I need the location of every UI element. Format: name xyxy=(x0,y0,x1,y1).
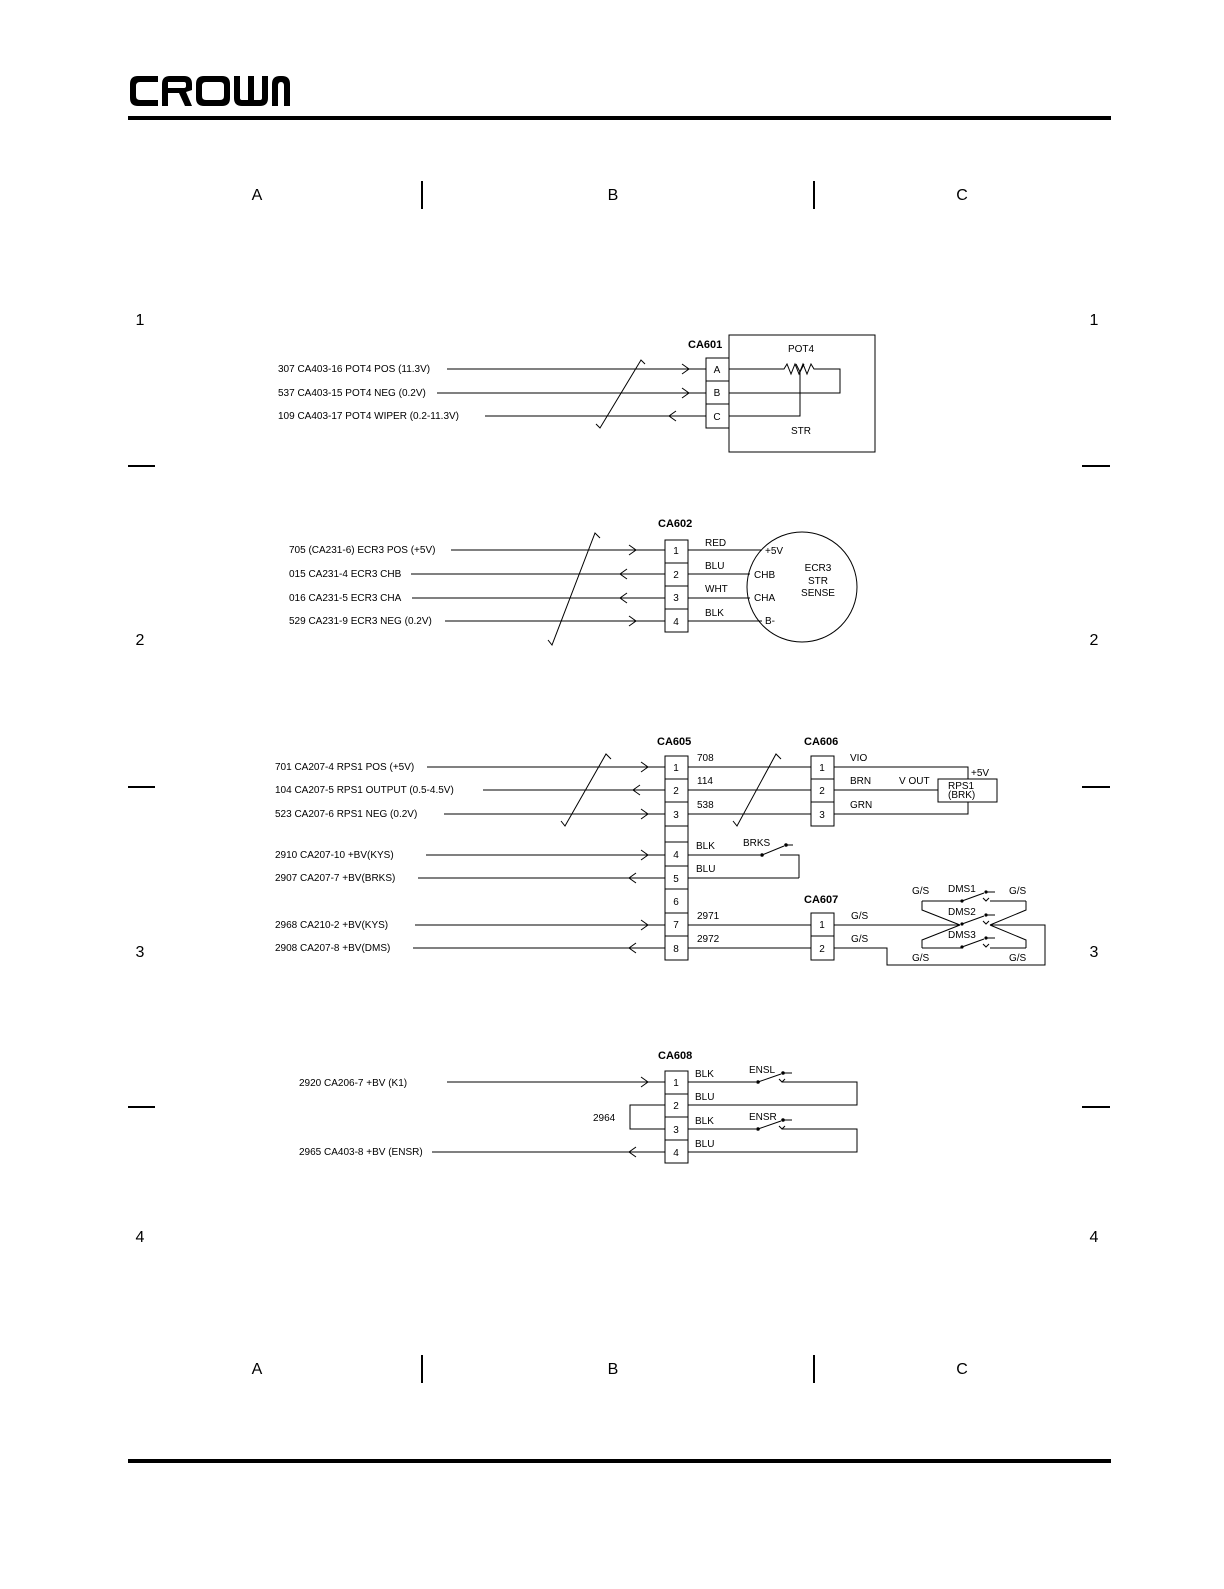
ca608-wire-label: 2965 CA403-8 +BV (ENSR) xyxy=(299,1147,423,1158)
ca606-pin: 2 xyxy=(819,786,825,797)
ca602-wire-label: 529 CA231-9 ECR3 NEG (0.2V) xyxy=(289,616,432,627)
ca607-title: CA607 xyxy=(804,894,839,906)
ca602-block xyxy=(289,518,857,645)
ecr3-label: SENSE xyxy=(801,588,835,599)
ecr3-sensor xyxy=(747,532,857,642)
gs-label: G/S xyxy=(912,886,930,897)
grid-row-3-right: 3 xyxy=(1089,944,1099,961)
ca602-pin: 3 xyxy=(673,593,679,604)
ca601-wire-label: 109 CA403-17 POT4 WIPER (0.2-11.3V) xyxy=(278,411,460,422)
ca608-title: CA608 xyxy=(658,1050,693,1062)
grid-col-a-bottom: A xyxy=(251,1361,263,1378)
ca605-pin: 1 xyxy=(673,763,679,774)
ca602-color: BLU xyxy=(705,561,725,572)
ca605-mid-wire: 538 xyxy=(697,800,714,811)
ca606-color: VIO xyxy=(850,753,868,764)
ca602-pin: 2 xyxy=(673,570,679,581)
grid-col-b-top: B xyxy=(607,187,619,204)
ca608-color: BLU xyxy=(695,1092,715,1103)
brks-color: BLK xyxy=(696,841,715,852)
ca608-color: BLU xyxy=(695,1139,715,1150)
ca605-block xyxy=(275,736,811,960)
ca607-pin: 2 xyxy=(819,944,825,955)
ca605-wire-label: 104 CA207-5 RPS1 OUTPUT (0.5-4.5V) xyxy=(275,785,454,796)
ecr3-terminal: CHB xyxy=(754,570,776,581)
ca602-pin: 1 xyxy=(673,546,679,557)
ca605-dms-wire: 2972 xyxy=(697,934,720,945)
ca602-wire-label: 016 CA231-5 ECR3 CHA xyxy=(289,593,402,604)
ecr3-terminal: +5V xyxy=(765,546,784,557)
ca601-pin: C xyxy=(713,412,721,423)
grid-col-a-top: A xyxy=(251,187,263,204)
ca608-pin: 3 xyxy=(673,1125,679,1136)
ca606-color: BRN xyxy=(850,776,872,787)
ecr3-terminal: B- xyxy=(765,616,775,627)
ca608-color: BLK xyxy=(695,1069,714,1080)
ca605-pin: 7 xyxy=(673,920,679,931)
rps1-label: (BRK) xyxy=(948,790,976,801)
grid-col-b-bottom: B xyxy=(607,1361,619,1378)
ca606-title: CA606 xyxy=(804,736,839,748)
ca602-color: WHT xyxy=(705,584,728,595)
ca602-color: RED xyxy=(705,538,727,549)
str-label: STR xyxy=(791,426,811,437)
ca608-color: BLK xyxy=(695,1116,714,1127)
ca605-wire-label: 523 CA207-6 RPS1 NEG (0.2V) xyxy=(275,809,418,820)
ca608-block xyxy=(299,1050,857,1163)
ca607-color: G/S xyxy=(851,934,869,945)
brks-color: BLU xyxy=(696,864,716,875)
grid-row-1-right: 1 xyxy=(1089,312,1099,329)
dms-switch-label: DMS1 xyxy=(948,884,976,895)
ca605-wire-label: 2910 CA207-10 +BV(KYS) xyxy=(275,850,394,861)
ca605-pin: 6 xyxy=(673,897,679,908)
jumper-label: 2964 xyxy=(593,1113,616,1124)
ca605-pin: 2 xyxy=(673,786,679,797)
ca605-wire-label: 2968 CA210-2 +BV(KYS) xyxy=(275,920,389,931)
ca602-pin: 4 xyxy=(673,617,679,628)
gs-label: G/S xyxy=(912,953,930,964)
rps1-label: RPS1 xyxy=(948,781,975,792)
grid-top xyxy=(252,181,968,209)
grid-row-2-right: 2 xyxy=(1089,632,1099,649)
gs-label: G/S xyxy=(1009,886,1027,897)
ca602-color: BLK xyxy=(705,608,724,619)
ecr3-label: STR xyxy=(808,576,828,587)
ca606-pin: 1 xyxy=(819,763,825,774)
ca608-pin: 1 xyxy=(673,1078,679,1089)
ca606-color: GRN xyxy=(850,800,873,811)
grid-row-3-left: 3 xyxy=(135,944,145,961)
ca605-mid-wire: 708 xyxy=(697,753,714,764)
ca608-pin: 4 xyxy=(673,1148,679,1159)
ca601-pin: A xyxy=(713,365,721,376)
ca605-pin: 3 xyxy=(673,810,679,821)
ca601-block xyxy=(278,335,875,452)
ca606-block xyxy=(804,736,997,826)
ecr3-label: ECR3 xyxy=(804,563,832,574)
ecr3-terminal: CHA xyxy=(754,593,776,604)
ca601-title: CA601 xyxy=(688,339,723,351)
ca605-pin: 8 xyxy=(673,944,679,955)
brks-label: BRKS xyxy=(743,838,771,849)
ca605-pin: 5 xyxy=(673,874,679,885)
dms-switch-label: DMS2 xyxy=(948,907,976,918)
ca605-pin: 4 xyxy=(673,850,679,861)
grid-row-4-left: 4 xyxy=(135,1229,145,1246)
grid-row-2-left: 2 xyxy=(135,632,145,649)
ensr-label: ENSR xyxy=(749,1112,777,1123)
ca605-wire-label: 701 CA207-4 RPS1 POS (+5V) xyxy=(275,762,415,773)
grid-col-c-top: C xyxy=(956,187,968,204)
ca602-wire-label: 705 (CA231-6) ECR3 POS (+5V) xyxy=(289,545,436,556)
grid-row-4-right: 4 xyxy=(1089,1229,1099,1246)
ca602-title: CA602 xyxy=(658,518,693,530)
ca608-wire-label: 2920 CA206-7 +BV (K1) xyxy=(299,1078,408,1089)
ensl-label: ENSL xyxy=(749,1065,776,1076)
ca606-pin: 3 xyxy=(819,810,825,821)
ca605-wire-label: 2907 CA207-7 +BV(BRKS) xyxy=(275,873,396,884)
crown-logo xyxy=(0,0,290,106)
ca602-wire-label: 015 CA231-4 ECR3 CHB xyxy=(289,569,402,580)
pot4-label: POT4 xyxy=(787,344,815,355)
grid-bottom xyxy=(252,1355,968,1383)
ca608-pin: 2 xyxy=(673,1101,679,1112)
ca601-wire-label: 537 CA403-15 POT4 NEG (0.2V) xyxy=(278,388,426,399)
ca605-title: CA605 xyxy=(657,736,692,748)
ca605-mid-wire: 114 xyxy=(697,776,713,787)
ca605-dms-wire: 2971 xyxy=(697,911,720,922)
plus5v-label: +5V xyxy=(971,768,990,779)
ca607-block xyxy=(804,884,1045,965)
gs-label: G/S xyxy=(1009,953,1027,964)
ca601-pin: B xyxy=(713,388,721,399)
dms-switch-label: DMS3 xyxy=(948,930,976,941)
grid-row-1-left: 1 xyxy=(135,312,145,329)
grid-col-c-bottom: C xyxy=(956,1361,968,1378)
ca607-pin: 1 xyxy=(819,920,825,931)
ca605-wire-label: 2908 CA207-8 +BV(DMS) xyxy=(275,943,391,954)
vout-label: V OUT xyxy=(899,776,930,787)
ca601-wire-label: 307 CA403-16 POT4 POS (11.3V) xyxy=(278,364,431,375)
ca607-color: G/S xyxy=(851,911,869,922)
